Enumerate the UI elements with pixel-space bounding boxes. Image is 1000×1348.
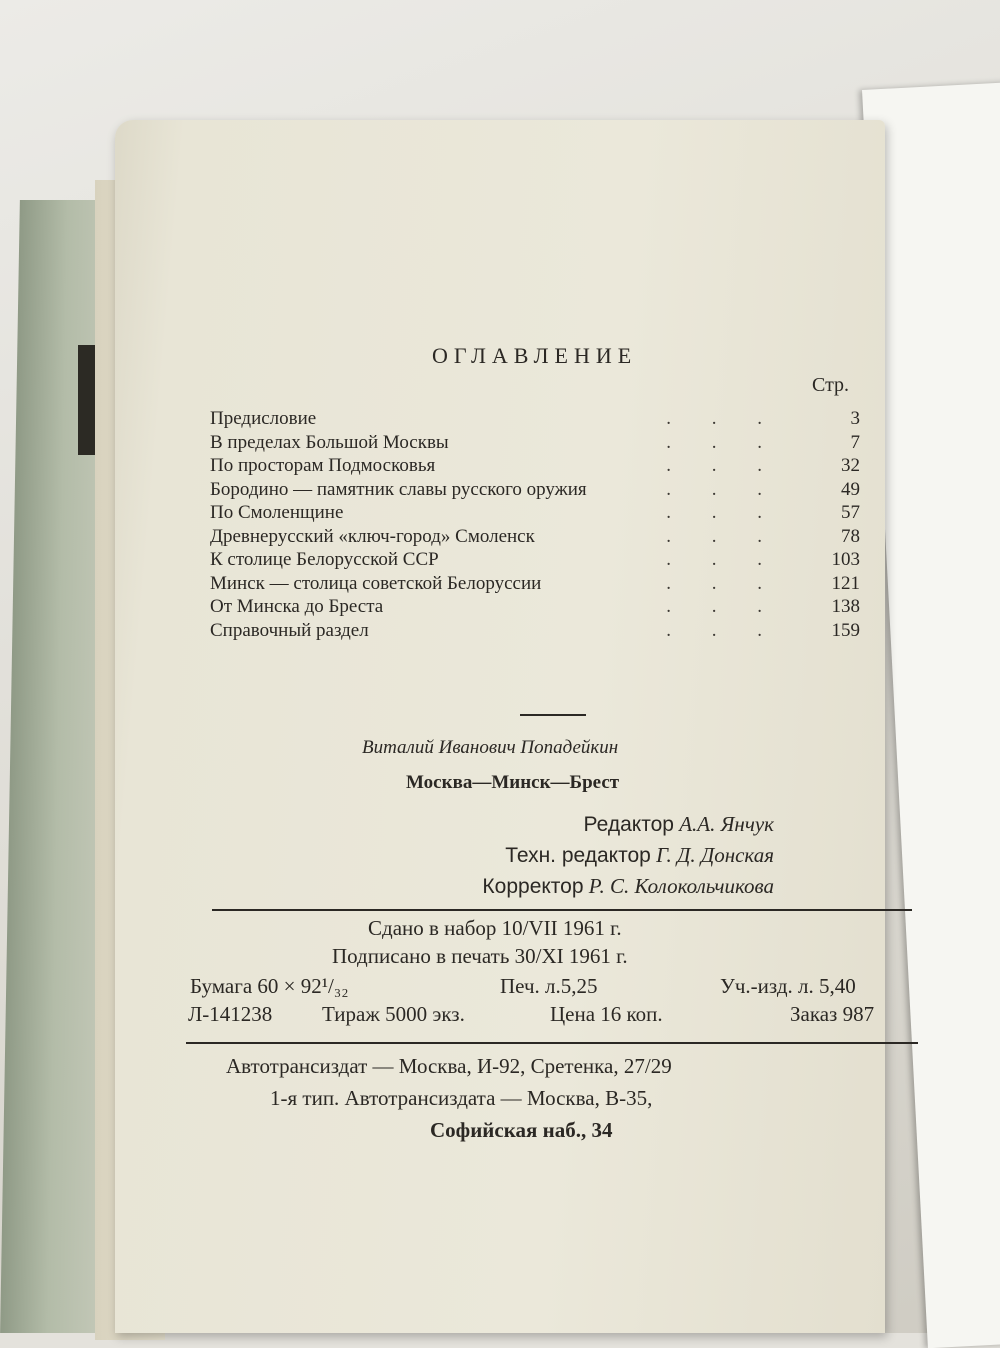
- page-column-label: Стр.: [812, 374, 850, 396]
- toc-entry-page: 57: [841, 502, 860, 523]
- publisher-line: Автотрансиздат — Москва, И-92, Сретенка, 27/29: [226, 1054, 672, 1078]
- toc-entry-page: 7: [850, 431, 860, 453]
- toc-entry: [210, 408, 870, 432]
- toc-entry: [210, 573, 870, 597]
- toc-entry: [210, 455, 870, 479]
- submitted-date: Сдано в набор 10/VII 1961 г.: [368, 916, 622, 940]
- print-sheets: Печ. л.5,25: [500, 974, 598, 998]
- toc-leader-dots: . . .: [666, 478, 780, 500]
- price: Цена 16 коп.: [550, 1002, 663, 1026]
- toc-entry-label: По Смоленщине: [210, 502, 344, 523]
- toc-leader-dots: . . .: [666, 408, 780, 429]
- toc-leader-dots: . . .: [666, 619, 780, 641]
- toc-entry: [210, 479, 870, 503]
- toc-entry-label: От Минска до Бреста: [210, 596, 384, 617]
- author-name: Виталий Иванович Попадейкин: [362, 737, 619, 758]
- credits: [344, 812, 774, 905]
- toc-leader-dots: . . .: [666, 549, 780, 570]
- toc-entry-page: 49: [841, 478, 860, 500]
- paper-format: Бумага 60 × 92¹/₃₂: [190, 974, 349, 998]
- credit-role: Редактор: [583, 813, 674, 836]
- toc-entry: [210, 620, 870, 644]
- toc-entry-page: 3: [850, 408, 860, 429]
- toc-entry-label: Справочный раздел: [210, 619, 369, 641]
- credit-row: [344, 843, 774, 874]
- toc-entry-page: 32: [841, 455, 860, 476]
- toc-entry-label: К столице Белорусской ССР: [210, 549, 439, 570]
- book-page: [115, 120, 885, 1333]
- toc-entry: [210, 526, 870, 550]
- divider-imprint-top: [212, 909, 912, 911]
- toc-leader-dots: . . .: [666, 455, 780, 476]
- credit-role: Корректор: [482, 875, 584, 898]
- credit-row: [344, 812, 774, 843]
- toc-entry-page: 78: [841, 525, 860, 547]
- toc-entry-label: Бородино — памятник славы русского оружия: [210, 478, 587, 500]
- toc-entry-label: По просторам Подмосковья: [210, 455, 436, 476]
- toc-leader-dots: . . .: [666, 572, 780, 594]
- order-number: Заказ 987: [790, 1002, 875, 1026]
- toc-leader-dots: . . .: [666, 525, 780, 547]
- toc-leader-dots: . . .: [666, 596, 780, 617]
- credit-name: Г. Д. Донская: [656, 843, 774, 867]
- toc-entry: [210, 596, 870, 620]
- toc-entry-label: Минск — столица советской Белоруссии: [210, 572, 542, 594]
- toc-entry-label: Предисловие: [210, 408, 317, 429]
- signed-date: Подписано в печать 30/XI 1961 г.: [332, 944, 628, 968]
- toc-entry: [210, 502, 870, 526]
- toc-entry: [210, 432, 870, 456]
- credit-role: Техн. редактор: [505, 844, 651, 867]
- toc-entry: [210, 549, 870, 573]
- print-run: Тираж 5000 экз.: [322, 1002, 465, 1026]
- toc-leader-dots: . . .: [666, 431, 780, 453]
- toc-entry-page: 159: [831, 619, 860, 641]
- table-of-contents: [210, 408, 870, 643]
- toc-entry-label: В пределах Большой Москвы: [210, 431, 449, 453]
- printer-line: 1-я тип. Автотрансиздата — Москва, В-35,: [270, 1086, 653, 1110]
- publisher-sheets: Уч.-изд. л. 5,40: [720, 974, 856, 998]
- toc-entry-page: 138: [831, 596, 860, 617]
- toc-entry-page: 103: [831, 549, 860, 570]
- toc-leader-dots: . . .: [666, 502, 780, 523]
- toc-entry-page: 121: [831, 572, 860, 594]
- divider-imprint-bottom: [186, 1042, 918, 1044]
- toc-entry-label: Древнерусский «ключ-город» Смоленск: [210, 525, 535, 547]
- credit-name: Р. С. Колокольчикова: [588, 874, 774, 898]
- toc-title: ОГЛАВЛЕНИЕ: [432, 343, 638, 368]
- credit-name: А.А. Янчук: [679, 812, 774, 836]
- printer-address: Софийская наб., 34: [430, 1118, 613, 1142]
- license-number: Л-141238: [188, 1002, 273, 1026]
- book-title: Москва—Минск—Брест: [406, 772, 620, 793]
- credit-row: [344, 874, 774, 905]
- divider-short: [520, 714, 586, 716]
